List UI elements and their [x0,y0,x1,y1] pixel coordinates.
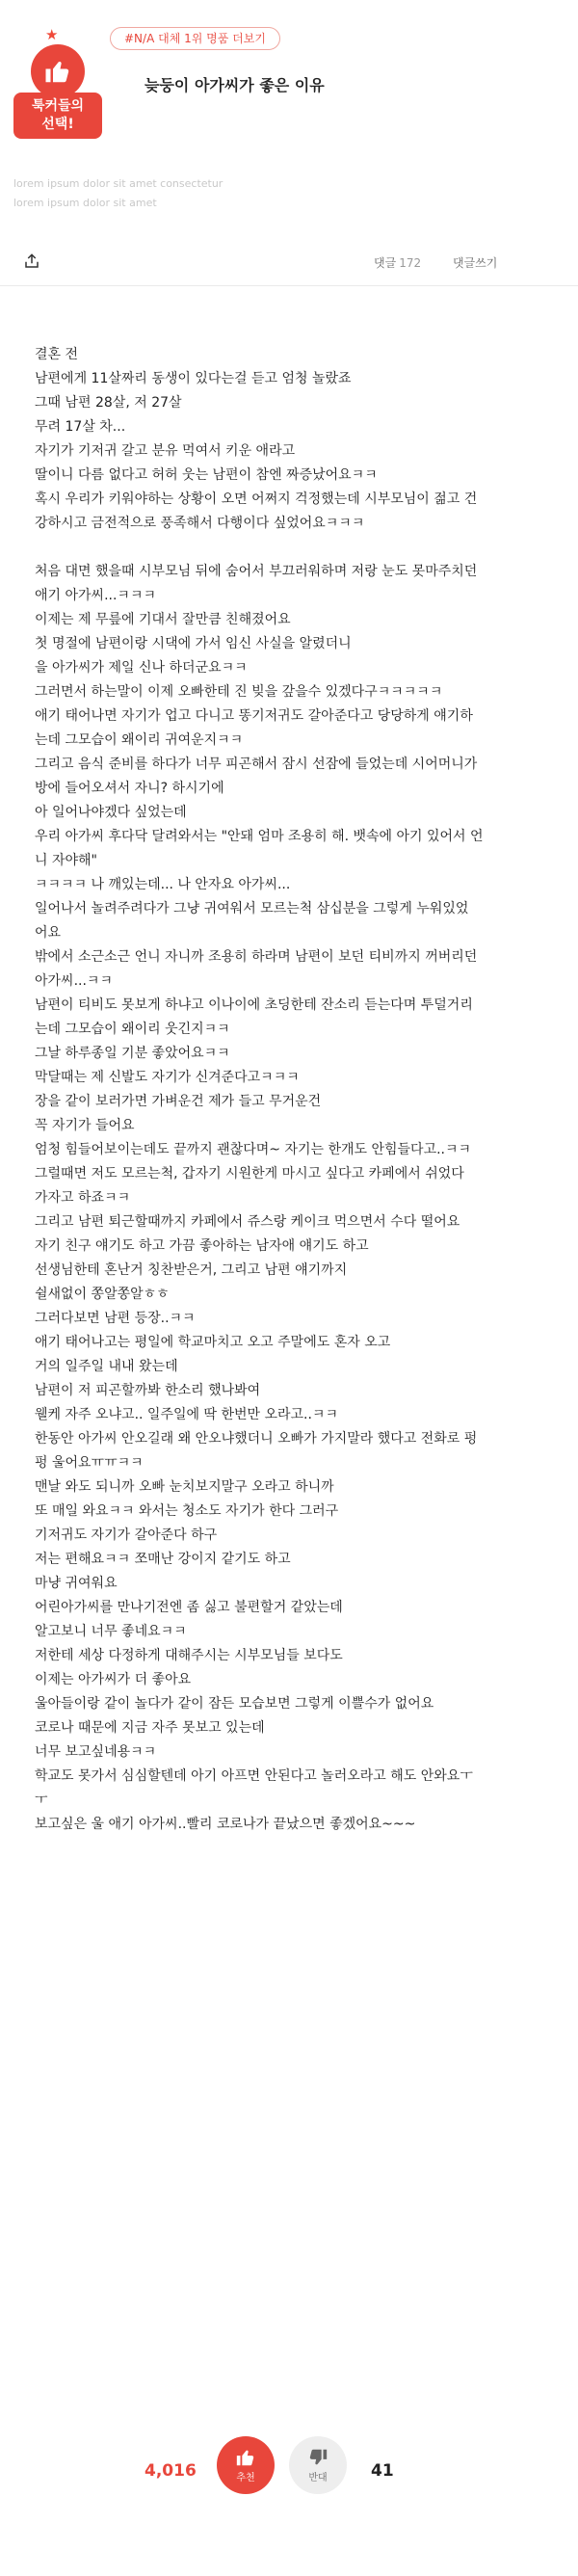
body-line: 그러다보면 남편 등장..ㅋㅋ [35,1311,196,1326]
body-line: 어린아가씨를 만나기전엔 좀 싫고 불편할거 같았는데 [35,1600,343,1615]
body-line: 강하시고 금전적으로 풍족해서 다행이다 싶었어요ㅋㅋㅋ [35,516,365,531]
body-line: 펑 울어요ㅠㅠㅋㅋ [35,1455,144,1471]
body-line: 저한테 세상 다정하게 대해주시는 시부모님들 보다도 [35,1648,343,1663]
share-icon[interactable] [23,252,40,270]
body-line: 선생님한테 혼난거 칭찬받은거, 그리고 남편 얘기까지 [35,1262,348,1278]
comment-count-button[interactable] [374,254,421,271]
body-line: 그리고 남편 퇴근할때까지 카페에서 쥬스랑 케이크 먹으면서 수다 떨어요 [35,1214,460,1230]
body-line: 아 일어나야겠다 싶었는데 [35,805,187,820]
body-line: 가자고 하죠ㅋㅋ [35,1190,131,1206]
comment-label: 댓글 [374,256,397,270]
body-line: 애기 태어나고는 평일에 학교마치고 오고 주말에도 혼자 오고 [35,1335,391,1350]
body-line: 맨날 와도 되니까 오빠 눈치보지말구 오라고 하니까 [35,1479,334,1495]
body-line: 무려 17살 차... [35,419,126,435]
body-line: 이제는 제 무릎에 기대서 잘만큼 친해졌어요 [35,612,291,627]
body-line: 또 매일 와요ㅋㅋ 와서는 청소도 자기가 한다 그러구 [35,1503,339,1519]
body-line: 을 아가씨가 제일 신나 하더군요ㅋㅋ [35,660,248,676]
body-line: 남편에게 11살짜리 동생이 있다는걸 듣고 엄청 놀랐죠 [35,371,352,386]
body-line: 는데 그모습이 왜이리 웃긴지ㅋㅋ [35,1022,230,1037]
body-line: 그때 남편 28살, 저 27살 [35,395,182,411]
post-header [0,0,578,270]
body-line: 애기 태어나면 자기가 업고 다니고 똥기저귀도 갈아준다고 당당하게 얘기하 [35,708,473,724]
body-line: 방에 들어오셔서 자니? 하시기에 [35,781,224,796]
vote-bar [0,2429,578,2515]
body-line: 그날 하루종일 기분 좋았어요ㅋㅋ [35,1046,230,1061]
star-icon: ★ [45,26,59,43]
body-line: 첫 명절에 남편이랑 시댁에 가서 임신 사실을 알렸더니 [35,636,352,651]
body-line: 어요 [35,925,62,941]
body-line: 막달때는 제 신발도 자기가 신겨준다고ㅋㅋㅋ [35,1070,300,1085]
post-meta-line2: lorem ipsum dolor sit amet [13,197,157,209]
body-line: 알고보니 너무 좋네요ㅋㅋ [35,1624,187,1639]
body-line: 저는 편해요ㅋㅋ 쪼매난 강이지 같기도 하고 [35,1552,291,1567]
body-line: 웰케 자주 오냐고.. 일주일에 딱 한번만 오라고..ㅋㅋ [35,1407,338,1422]
body-line: 울아들이랑 같이 놀다가 같이 잠든 모습보면 그렇게 이쁠수가 없어요 [35,1696,434,1712]
body-line: 자기 친구 얘기도 하고 가끔 좋아하는 남자애 얘기도 하고 [35,1238,369,1254]
dislike-button[interactable] [289,2436,347,2494]
badge-ribbon-line1: 툭커들의 [31,98,85,114]
thumbs-down-icon [307,2447,328,2468]
body-line: 코로나 때문에 지금 자주 못보고 있는데 [35,1720,265,1736]
body-line: 남편이 저 피곤할까봐 한소리 했나봐여 [35,1383,261,1398]
body-line: 우리 아가씨 후다닥 달려와서는 "안돼 엄마 조용히 해. 뱃속에 아기 있어서 언 [35,829,484,844]
body-line: 결혼 전 [35,347,79,362]
body-line: 애기 아가씨...ㅋㅋㅋ [35,588,156,603]
body-line: 너무 보고싶네용ㅋㅋ [35,1744,157,1760]
body-line: 아가씨...ㅋㅋ [35,973,113,989]
body-line: 처음 대면 했을때 시부모님 뒤에 숨어서 부끄러워하며 저랑 눈도 못마주치던 [35,564,478,579]
body-line: 는데 그모습이 왜이리 귀여운지ㅋㅋ [35,732,244,748]
body-line: 쉴새없이 쫑알쫑알ㅎㅎ [35,1287,170,1302]
body-line: 보고싶은 울 애기 아가씨..빨리 코로나가 끝났으면 좋겠어요~~~ [35,1817,416,1832]
body-line: 딸이니 다름 없다고 허허 웃는 남편이 참엔 짜증났어요ㅋㅋ [35,467,378,483]
body-line: 밖에서 소근소근 언니 자니까 조용히 하라며 남편이 보던 티비까지 꺼버리던 [35,949,478,965]
body-line: 이제는 아가씨가 더 좋아요 [35,1672,192,1687]
thumbs-up-icon [235,2447,256,2468]
dislike-label: 반대 [308,2473,328,2483]
post-title: 늦둥이 아가씨가 좋은 이유 [144,76,325,94]
thumbs-up-icon [31,44,85,98]
like-count: 4,016 [144,2461,197,2481]
badge-ribbon-line2: 선택! [41,117,74,132]
body-line: 그러면서 하는말이 이제 오빠한테 진 빚을 갚을수 있겠다구ㅋㅋㅋㅋㅋ [35,684,443,700]
write-comment-button[interactable]: 댓글쓰기 [453,256,498,270]
body-line: ㅋㅋㅋㅋ 나 깨있는데... 나 안자요 아가씨... [35,877,291,892]
body-line: 학교도 못가서 심심할텐데 아기 아프면 안된다고 놀러오라고 해도 안와요ㅜ [35,1768,473,1784]
body-line: 엄청 힘들어보이는데도 끝까지 괜찮다며~ 자기는 한개도 안힘들다고..ㅋㅋ [35,1142,472,1157]
hot-post-pill[interactable]: #N/A 대체 1위 명품 더보기 [110,27,280,50]
badge-ribbon [13,93,102,139]
body-line: 자기가 기저귀 갈고 분유 먹여서 키운 애라고 [35,443,296,459]
body-line: 그리고 음식 준비를 하다가 너무 피곤해서 잠시 선잠에 들었는데 시어머니가 [35,757,478,772]
body-line: 꼭 자기가 들어요 [35,1118,135,1133]
body-line: 니 자야해" [35,853,97,868]
like-button[interactable] [217,2436,275,2494]
post-body [35,343,555,1837]
body-line: 남편이 티비도 못보게 하냐고 이나이에 초딩한테 잔소리 듣는다며 투덜거리 [35,997,473,1013]
paragraph-gap [35,536,555,560]
dislike-count: 41 [371,2461,394,2481]
body-line: 한동안 아가씨 안오길래 왜 안오냐했더니 오빠가 가지말라 했다고 전화로 펑 [35,1431,478,1447]
body-line: 혹시 우리가 키워야하는 상황이 오면 어쩌지 걱정했는데 시부모님이 젊고 건 [35,491,478,507]
body-line: ㅜ [35,1793,48,1808]
body-line: 그럴때면 저도 모르는척, 갑자기 시원한게 마시고 싶다고 카페에서 쉬었다 [35,1166,464,1182]
body-line: 장을 같이 보러가면 가벼운건 제가 들고 무거운건 [35,1094,322,1109]
post-meta-line1: lorem ipsum dolor sit amet consectetur [13,177,223,190]
like-label: 추천 [236,2473,255,2483]
body-line: 마냥 귀여워요 [35,1576,118,1591]
body-line: 일어나서 놀려주려다가 그냥 귀여워서 모르는척 삼십분을 그렇게 누워있었 [35,901,469,916]
header-divider [0,285,578,286]
body-line: 거의 일주일 내내 왔는데 [35,1359,178,1374]
comment-count: 172 [399,256,422,270]
body-line: 기저귀도 자기가 갈아준다 하구 [35,1527,218,1543]
